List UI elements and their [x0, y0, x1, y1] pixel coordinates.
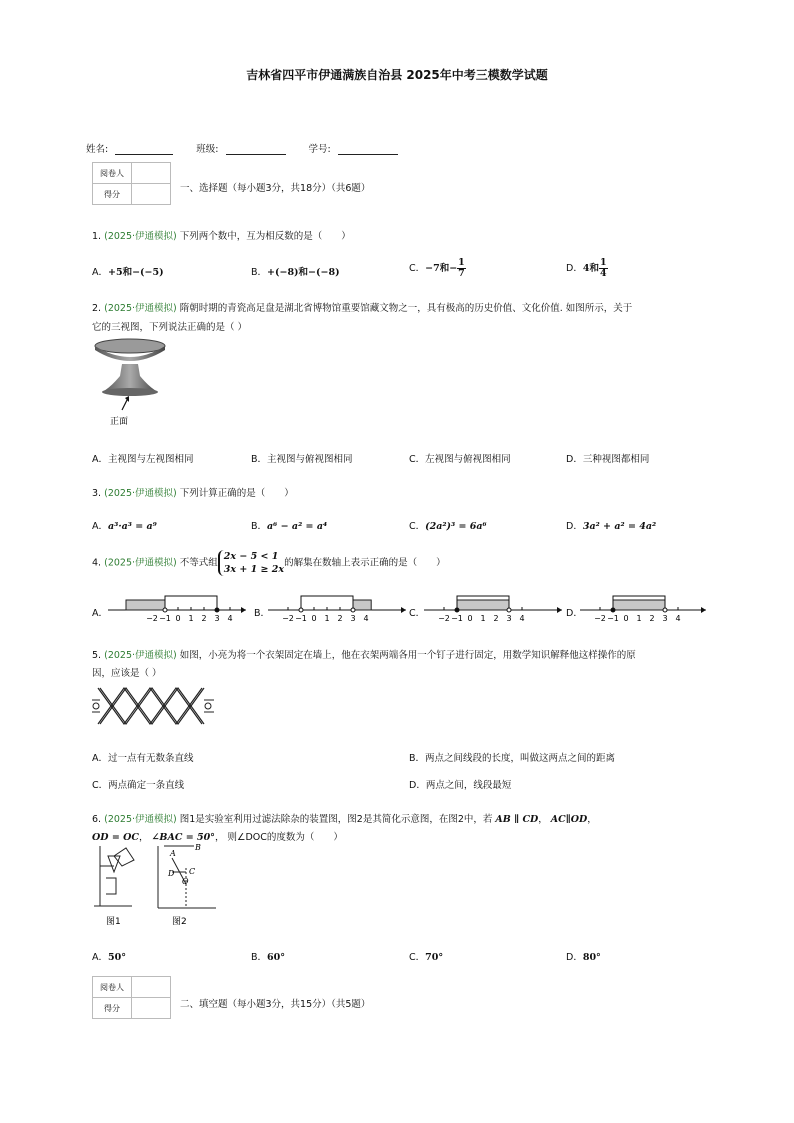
tick-label: 4: [363, 614, 369, 623]
page-title: 吉林省四平市伊通满族自治县 2025年中考三模数学试题: [246, 68, 548, 82]
q5-option-a[interactable]: [92, 750, 194, 764]
numberline-a: [108, 590, 250, 626]
option-label: B．: [254, 608, 271, 619]
q1-option-d[interactable]: [566, 258, 608, 279]
option-label: A．: [92, 267, 108, 278]
score-box-2: [92, 976, 171, 1019]
option-text: 主视图与俯视图相同: [267, 454, 353, 465]
tick-label: 4: [675, 614, 681, 623]
tick-label: 3: [662, 614, 668, 623]
q6-number: 6.: [92, 814, 102, 825]
tick-label: 0: [467, 614, 473, 623]
celadon-plate-figure: [92, 336, 172, 428]
q2-source: (2025·伊通模拟): [104, 303, 177, 314]
score-box-1: [92, 162, 171, 205]
solution-region: [353, 600, 371, 610]
q6-stem-line1: 6. (2025·伊通模拟) 图1是实验室利用过滤法除杂的装置图，图2是其简化示意图，在图2中，若 AB ∥ CD， AC∥OD，: [92, 814, 597, 825]
option-text: −7和−: [425, 263, 458, 274]
q1-number: 1.: [92, 231, 102, 242]
tick-label: 0: [311, 614, 317, 623]
tick-label: 0: [623, 614, 629, 623]
q3-option-b[interactable]: [251, 518, 327, 532]
option-text: 3a² + a² = 4a²: [582, 521, 657, 532]
axis-arrow: [701, 607, 706, 613]
q6-text-2: 则∠DOC的度数为（ ）: [227, 832, 343, 843]
option-label: B．: [251, 521, 268, 532]
id-field[interactable]: [338, 144, 398, 155]
fraction: $\frac{1}{4}$: [599, 257, 607, 279]
q3-source: (2025·伊通模拟): [104, 488, 177, 499]
q2-option-d[interactable]: [566, 451, 649, 465]
solution-region: [457, 600, 509, 610]
option-label: D．: [566, 263, 583, 274]
reviewer-label: 阅卷人: [93, 163, 132, 184]
front-label: 正面: [110, 417, 129, 427]
tick-label: 1: [188, 614, 194, 623]
tick-label: 1: [636, 614, 642, 623]
numberline-b: [268, 590, 410, 626]
axis-arrow: [401, 607, 406, 613]
q4-source: (2025·伊通模拟): [104, 557, 177, 569]
q5-source: (2025·伊通模拟): [104, 650, 177, 661]
fig2-label: 图2: [172, 917, 187, 927]
pt-d: D: [168, 869, 175, 878]
option-label: C．: [409, 608, 426, 619]
tick-label: −1: [295, 614, 307, 623]
option-text: 左视图与俯视图相同: [425, 454, 511, 465]
q6-option-a[interactable]: [92, 949, 126, 963]
q2-option-c[interactable]: [409, 451, 511, 465]
tick-label: 3: [350, 614, 356, 623]
q2-stem-line1: [92, 300, 632, 314]
option-label: A．: [92, 521, 108, 532]
tick-label: −1: [451, 614, 463, 623]
tick-label: 0: [175, 614, 181, 623]
q1-option-a[interactable]: [92, 264, 164, 278]
inequality-system: [218, 550, 284, 576]
q3-option-a[interactable]: [92, 518, 157, 532]
tick-label: 2: [201, 614, 207, 623]
q4-text-post: 的解集在数轴上表示正确的是（ ）: [284, 557, 446, 569]
score-label: 得分: [93, 184, 132, 205]
option-text: a³·a³ = a⁹: [108, 521, 157, 532]
option-label: B．: [251, 454, 268, 465]
option-label: D．: [566, 521, 583, 532]
score-cell[interactable]: [132, 184, 171, 205]
tick-label: 2: [649, 614, 655, 623]
q5-stem-line2: 因，应该是（ ）: [92, 668, 162, 679]
endpoint-left: [611, 608, 615, 612]
option-label: D．: [409, 780, 426, 791]
option-text: 80°: [582, 952, 601, 963]
tick-label: −2: [594, 614, 606, 623]
q3-option-d[interactable]: [566, 518, 656, 532]
q1-stem: [92, 228, 351, 242]
option-text: 主视图与左视图相同: [108, 454, 194, 465]
option-label: A．: [92, 753, 108, 764]
fraction: $\frac{1}{7}$: [458, 257, 465, 279]
endpoint-right: [507, 608, 511, 612]
q3-number: 3.: [92, 488, 102, 499]
section-1-heading: 一、选择题（每小题3分，共18分）（共6题）: [180, 183, 371, 194]
option-text: 50°: [108, 952, 126, 963]
pt-b: B: [195, 843, 201, 852]
q5-option-c[interactable]: [92, 777, 184, 791]
pt-a: A: [170, 849, 176, 858]
q2-number: 2.: [92, 303, 102, 314]
q6-option-b[interactable]: [251, 949, 285, 963]
q1-text: 下列两个数中，互为相反数的是（ ）: [179, 231, 351, 242]
option-text: 两点确定一条直线: [108, 780, 185, 791]
numberline-c: [424, 590, 566, 626]
id-label: 学号:: [308, 144, 331, 155]
tick-label: 3: [214, 614, 220, 623]
option-text: 70°: [425, 952, 444, 963]
endpoint-left: [299, 608, 303, 612]
option-text: +(−8)和−(−8): [267, 267, 340, 278]
tick-label: 4: [519, 614, 525, 623]
option-text: +5和−(−5): [108, 267, 164, 278]
q4-number: 4.: [92, 557, 102, 569]
q6-stem-line2: OD = OC， ∠BAC = 50°， 则∠DOC的度数为（ ）: [92, 832, 343, 843]
endpoint-right: [351, 608, 355, 612]
option-label: C．: [409, 521, 426, 532]
q2-text: 隋朝时期的青瓷高足盘是湖北省博物馆重要馆藏文物之一，具有极高的历史价值、文化价值. 如图所示，关于: [179, 303, 633, 314]
q6-source: (2025·伊通模拟): [104, 814, 177, 825]
q6-condition-2: AC∥OD: [550, 814, 588, 825]
option-text: 60°: [267, 952, 286, 963]
score-cell[interactable]: [132, 998, 171, 1019]
tick-label: 3: [506, 614, 512, 623]
q6-text: 图1是实验室利用过滤法除杂的装置图，图2是其简化示意图，在图2中，若: [179, 814, 493, 825]
endpoint-right: [215, 608, 219, 612]
filtration-figures: [92, 842, 232, 928]
q6-condition-1: AB ∥ CD: [495, 814, 539, 825]
q3-text: 下列计算正确的是（ ）: [179, 488, 294, 499]
option-label: A．: [92, 454, 108, 465]
option-label: C．: [92, 780, 109, 791]
option-label: A．: [92, 608, 108, 619]
tick-label: −2: [438, 614, 450, 623]
reviewer-cell[interactable]: [132, 163, 171, 184]
q3-stem: [92, 485, 294, 499]
inequality-2: 3x + 1 ≥ 2x: [223, 564, 285, 575]
option-label: C．: [409, 952, 426, 963]
pt-c: C: [189, 867, 196, 876]
score-label: 得分: [93, 998, 132, 1019]
q2-stem-line2: 它的三视图，下列说法正确的是（ ）: [92, 322, 248, 333]
q5-option-b[interactable]: [409, 750, 615, 764]
name-label: 姓名:: [86, 144, 109, 155]
inequality-1: 2x − 5 < 1: [223, 551, 279, 562]
reviewer-label: 阅卷人: [93, 977, 132, 998]
tick-label: 2: [493, 614, 499, 623]
student-info: [86, 141, 398, 155]
endpoint-right: [663, 608, 667, 612]
q6-option-d[interactable]: [566, 949, 601, 963]
section-2-heading: 二、填空题（每小题3分，共15分）（共5题）: [180, 999, 371, 1010]
q6-condition-4: ∠BAC = 50°: [151, 832, 215, 843]
q2-option-b[interactable]: [251, 451, 353, 465]
tick-label: −2: [146, 614, 158, 623]
option-label: B．: [409, 753, 426, 764]
q1-source: (2025·伊通模拟): [104, 231, 177, 242]
option-text: 4和: [582, 263, 599, 274]
reviewer-cell[interactable]: [132, 977, 171, 998]
q4-text-pre: 不等式组: [179, 557, 218, 569]
class-label: 班级:: [196, 144, 219, 155]
coat-rack-figure: [90, 680, 218, 732]
tick-label: −1: [607, 614, 619, 623]
q4-option-a[interactable]: [92, 605, 108, 619]
solution-region: [613, 600, 665, 610]
q5-stem-line1: [92, 647, 636, 661]
axis-arrow: [241, 607, 246, 613]
q3-option-c[interactable]: [409, 518, 487, 532]
tick-label: −1: [159, 614, 171, 623]
q5-text: 如图，小亮为将一个衣架固定在墙上，他在衣架两端各用一个钉子进行固定，用数学知识解释他这样操作的原: [179, 650, 636, 661]
option-label: C．: [409, 263, 426, 274]
numberline-d: [580, 590, 710, 626]
class-field[interactable]: [226, 144, 286, 155]
axis-arrow: [557, 607, 562, 613]
option-label: D．: [566, 952, 583, 963]
option-label: B．: [251, 267, 268, 278]
name-field[interactable]: [115, 144, 173, 155]
q5-number: 5.: [92, 650, 102, 661]
option-text: 过一点有无数条直线: [108, 753, 194, 764]
option-text: 两点之间，线段最短: [425, 780, 512, 791]
solution-region: [126, 600, 165, 610]
q6-option-c[interactable]: [409, 949, 443, 963]
tick-label: 1: [324, 614, 330, 623]
q4-option-c[interactable]: [409, 605, 425, 619]
pt-o: O: [182, 877, 189, 886]
option-label: D．: [566, 454, 583, 465]
option-label: D．: [566, 608, 583, 619]
q2-option-a[interactable]: [92, 451, 194, 465]
q1-option-b[interactable]: [251, 264, 340, 278]
option-text: 三种视图都相同: [582, 454, 650, 465]
endpoint-left: [163, 608, 167, 612]
tick-label: 4: [227, 614, 233, 623]
option-label: C．: [409, 454, 426, 465]
option-text: a⁶ − a² = a⁴: [267, 521, 328, 532]
tick-label: −2: [282, 614, 294, 623]
q4-stem: [92, 550, 446, 576]
endpoint-left: [455, 608, 459, 612]
q1-option-c[interactable]: [409, 258, 466, 279]
option-text: 两点之间线段的长度，叫做这两点之间的距离: [425, 753, 616, 764]
option-text: (2a²)³ = 6a⁶: [425, 521, 487, 532]
option-label: A．: [92, 952, 108, 963]
q5-option-d[interactable]: [409, 777, 511, 791]
tick-label: 2: [337, 614, 343, 623]
q6-condition-3: OD = OC: [92, 832, 139, 843]
fig1-label: 图1: [106, 917, 121, 927]
tick-label: 1: [480, 614, 486, 623]
option-label: B．: [251, 952, 268, 963]
